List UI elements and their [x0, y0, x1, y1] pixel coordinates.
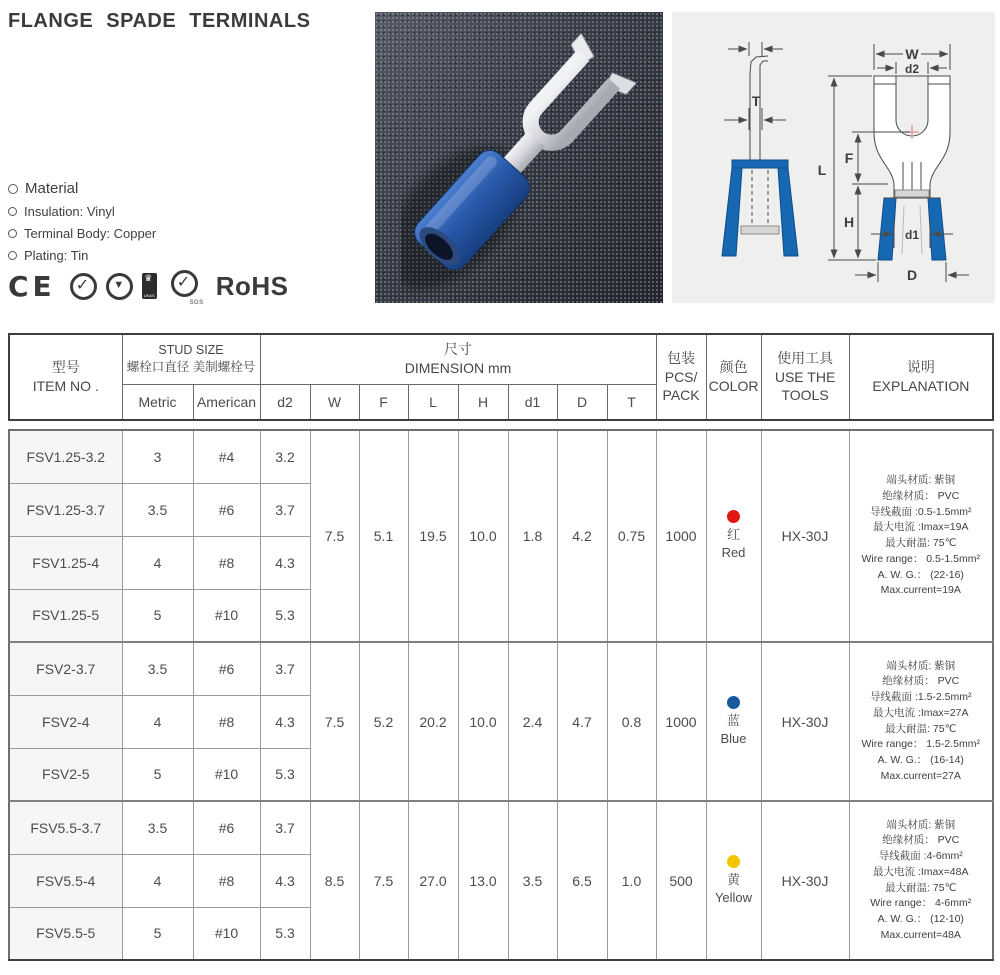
cell-item-no: FSV2-3.7 — [9, 642, 122, 695]
bullet-icon — [8, 229, 17, 238]
cell-d2: 4.3 — [260, 854, 310, 907]
cell-d2: 5.3 — [260, 748, 310, 801]
cell-f: 5.1 — [359, 430, 408, 642]
cell-item-no: FSV1.25-3.2 — [9, 430, 122, 483]
cell-h: 13.0 — [458, 801, 508, 960]
cell-item-no: FSV5.5-5 — [9, 907, 122, 960]
cell-american: #10 — [193, 748, 260, 801]
cell-l: 19.5 — [408, 430, 458, 642]
dimension-diagram — [672, 12, 995, 303]
cell-t: 0.75 — [607, 430, 656, 642]
sgs-check-badge-icon — [171, 270, 198, 297]
cell-american: #6 — [193, 642, 260, 695]
cell-metric: 4 — [122, 536, 193, 589]
cell-f: 7.5 — [359, 801, 408, 960]
cell-w: 8.5 — [310, 801, 359, 960]
product-photo — [375, 12, 663, 303]
cell-h: 10.0 — [458, 642, 508, 801]
material-item — [8, 204, 156, 219]
header-col-d2: d2 — [260, 384, 310, 420]
table-row — [9, 801, 993, 854]
cell-pack: 500 — [656, 801, 706, 960]
header-pack: 包装 PCS/ PACK — [656, 334, 706, 420]
cell-d2: 3.7 — [260, 642, 310, 695]
cell-d1: 2.4 — [508, 642, 557, 801]
color-dot — [727, 510, 740, 523]
cell-american: #10 — [193, 907, 260, 960]
header-dimension: 尺寸 DIMENSION mm — [260, 334, 656, 384]
header-american: American — [193, 384, 260, 420]
cell-pack: 1000 — [656, 642, 706, 801]
header-col-f: F — [359, 384, 408, 420]
cell-item-no: FSV5.5-4 — [9, 854, 122, 907]
sgs-label: SGS — [189, 300, 204, 306]
header-tools: 使用工具 USE THE TOOLS — [761, 334, 849, 420]
spec-table-section — [8, 333, 992, 961]
cell-explanation: 端头材质: 紫铜 绝缘材质： PVC 导线截面 :1.5-2.5mm² 最大电流 :Imax=27A 最大耐温: 75℃ Wire range： 1.5-2.5mm² A. W. G.： (16-14) Max.current=27A — [849, 642, 993, 801]
material-item-label: Insulation: Vinyl — [24, 204, 115, 219]
material-item — [8, 226, 156, 241]
header-col-d: D — [557, 384, 607, 420]
ukas-crown-badge-icon — [142, 273, 157, 299]
cell-metric: 4 — [122, 854, 193, 907]
cell-item-no: FSV1.25-4 — [9, 536, 122, 589]
dim-label-w: W — [905, 46, 919, 62]
cell-metric: 5 — [122, 748, 193, 801]
page-title: FLANGE SPADE TERMINALS — [8, 10, 311, 32]
dim-label-d2: d2 — [904, 62, 920, 76]
cell-d2: 4.3 — [260, 536, 310, 589]
cell-d: 6.5 — [557, 801, 607, 960]
header-metric: Metric — [122, 384, 193, 420]
color-name-en: Yellow — [714, 889, 753, 905]
material-heading: Material — [25, 180, 79, 197]
cell-d2: 4.3 — [260, 695, 310, 748]
cell-metric: 3.5 — [122, 801, 193, 854]
cell-american: #6 — [193, 801, 260, 854]
dim-label-d: D — [906, 267, 918, 283]
color-name-en: Blue — [720, 730, 747, 746]
cell-color — [706, 801, 761, 960]
cell-american: #4 — [193, 430, 260, 483]
cell-item-no: FSV5.5-3.7 — [9, 801, 122, 854]
cell-l: 20.2 — [408, 642, 458, 801]
cell-metric: 3 — [122, 430, 193, 483]
material-item-label: Plating: Tin — [24, 248, 89, 263]
dim-label-h: H — [843, 214, 855, 230]
material-section — [8, 180, 156, 270]
cell-american: #10 — [193, 589, 260, 642]
cell-metric: 5 — [122, 589, 193, 642]
cell-t: 1.0 — [607, 801, 656, 960]
cell-metric: 4 — [122, 695, 193, 748]
cell-d2: 3.2 — [260, 430, 310, 483]
cell-d: 4.2 — [557, 430, 607, 642]
header-col-h: H — [458, 384, 508, 420]
cell-american: #8 — [193, 695, 260, 748]
sgs-badge — [171, 270, 204, 306]
color-name-zh: 蓝 — [726, 712, 740, 728]
cell-color — [706, 430, 761, 642]
header-col-d1: d1 — [508, 384, 557, 420]
cell-d2: 5.3 — [260, 589, 310, 642]
header-color: 颜色 COLOR — [706, 334, 761, 420]
cell-american: #8 — [193, 536, 260, 589]
color-name-en: Red — [721, 545, 746, 560]
header-explanation: 说明 EXPLANATION — [849, 334, 993, 420]
cell-metric: 3.5 — [122, 642, 193, 695]
header-stud-size: STUD SIZE 螺栓口直径 美制螺栓号 — [122, 334, 260, 384]
cell-explanation: 端头材质: 紫铜 绝缘材质： PVC 导线截面 :0.5-1.5mm² 最大电流 :Imax=19A 最大耐温: 75℃ Wire range： 0.5-1.5mm² A. W. G.： (22-16) Max.current=19A — [849, 430, 993, 642]
certification-logos — [8, 268, 288, 304]
cell-d2: 5.3 — [260, 907, 310, 960]
color-name-zh: 红 — [726, 527, 740, 543]
color-dot — [727, 855, 740, 868]
ce-mark-icon: CE — [8, 269, 56, 303]
table-row — [9, 430, 993, 483]
color-dot — [727, 696, 740, 709]
dimension-drawing — [672, 12, 995, 303]
cell-t: 0.8 — [607, 642, 656, 801]
material-heading-row — [8, 180, 156, 197]
cell-h: 10.0 — [458, 430, 508, 642]
material-item — [8, 248, 156, 263]
dim-label-d1: d1 — [904, 228, 920, 242]
cell-item-no: FSV1.25-5 — [9, 589, 122, 642]
spec-table-header — [8, 333, 994, 421]
table-row — [9, 642, 993, 695]
header-col-t: T — [607, 384, 656, 420]
rohs-label: RoHS — [215, 270, 289, 301]
header-item-no: 型号 ITEM NO . — [9, 334, 122, 420]
cell-item-no: FSV2-5 — [9, 748, 122, 801]
dim-label-l: L — [817, 162, 827, 178]
dim-label-t: T — [751, 93, 761, 109]
cell-item-no: FSV1.25-3.7 — [9, 483, 122, 536]
bullet-icon — [8, 207, 17, 216]
cell-color — [706, 642, 761, 801]
spec-table-body — [8, 429, 994, 961]
cell-d: 4.7 — [557, 642, 607, 801]
color-name-zh: 黄 — [726, 871, 740, 887]
iso-triangle-badge-icon — [106, 273, 133, 300]
header-col-l: L — [408, 384, 458, 420]
cell-explanation: 端头材质: 紫铜 绝缘材质： PVC 导线截面 :4-6mm² 最大电流 :Imax=48A 最大耐温: 75℃ Wire range： 4-6mm² A. W. G.： (12-10) Max.current=48A — [849, 801, 993, 960]
cell-w: 7.5 — [310, 642, 359, 801]
cell-item-no: FSV2-4 — [9, 695, 122, 748]
dim-label-f: F — [844, 150, 854, 166]
cell-d2: 3.7 — [260, 801, 310, 854]
cell-w: 7.5 — [310, 430, 359, 642]
cell-f: 5.2 — [359, 642, 408, 801]
cell-l: 27.0 — [408, 801, 458, 960]
cell-pack: 1000 — [656, 430, 706, 642]
spade-terminal-illustration — [401, 16, 636, 301]
cell-tool: HX-30J — [761, 642, 849, 801]
cell-american: #8 — [193, 854, 260, 907]
cell-d1: 1.8 — [508, 430, 557, 642]
cell-american: #6 — [193, 483, 260, 536]
cell-d1: 3.5 — [508, 801, 557, 960]
bullet-icon — [8, 184, 18, 194]
cell-metric: 5 — [122, 907, 193, 960]
material-item-label: Terminal Body: Copper — [24, 226, 157, 241]
bullet-icon — [8, 251, 17, 260]
weee-check-badge-icon — [70, 273, 97, 300]
cell-tool: HX-30J — [761, 430, 849, 642]
cell-metric: 3.5 — [122, 483, 193, 536]
ukas-label: UKAS — [143, 293, 155, 298]
cell-d2: 3.7 — [260, 483, 310, 536]
cell-tool: HX-30J — [761, 801, 849, 960]
header-col-w: W — [310, 384, 359, 420]
